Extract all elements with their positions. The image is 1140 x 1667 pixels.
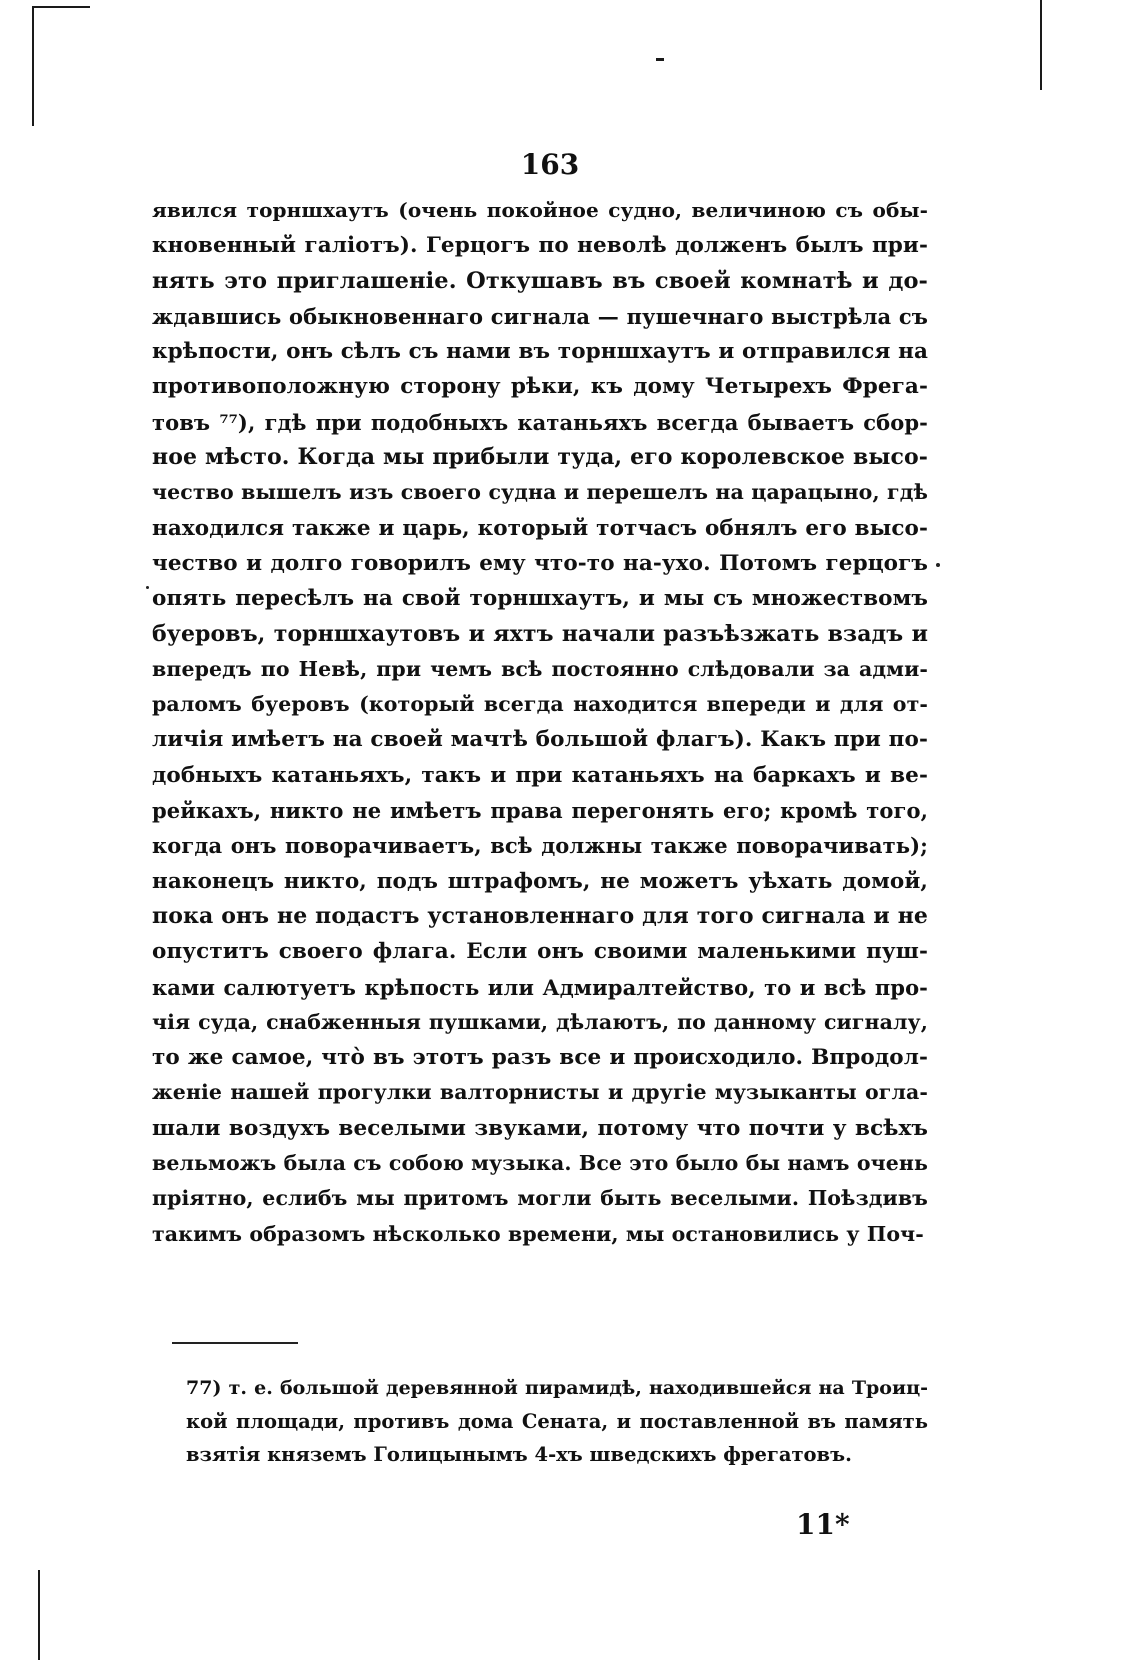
footnote-divider	[172, 1342, 298, 1344]
text-line: буеровъ, торншхаутовъ и яхтъ начали разъѣзжать взадъ и	[152, 620, 928, 647]
signature-mark: 11*	[796, 1508, 850, 1541]
scan-speck	[656, 58, 664, 61]
text-line: ное мѣсто. Когда мы прибыли туда, его королевское высо-	[152, 444, 928, 471]
text-line: раломъ буеровъ (который всегда находится впереди и для от-	[152, 692, 928, 717]
text-line: чія суда, снабженныя пушками, дѣлаютъ, по данному сигналу,	[152, 1009, 928, 1034]
text-line: нять это приглашеніе. Откушавъ въ своей комнатѣ и до-	[152, 267, 928, 294]
text-line: то же самое, чтò въ этотъ разъ все и происходило. Впродол-	[152, 1045, 928, 1071]
text-line: пока онъ не подастъ установленнаго для того сигнала и не	[152, 902, 928, 929]
body-text	[152, 193, 928, 1252]
text-line: находился также и царь, который тотчасъ обнялъ его высо-	[152, 515, 928, 541]
scan-border-left	[32, 6, 34, 126]
page-number: 163	[520, 148, 580, 181]
text-line: чество и долго говорилъ ему что-то на-ухо. Потомъ герцогъ	[152, 550, 928, 576]
scan-border-right	[1040, 0, 1042, 90]
text-line: добныхъ катаньяхъ, такъ и при катаньяхъ на баркахъ и ве-	[152, 762, 928, 788]
text-line: чество вышелъ изъ своего судна и перешелъ на царацыно, гдѣ	[152, 480, 928, 505]
text-line: впередъ по Невѣ, при чемъ всѣ постоянно слѣдовали за адми-	[152, 656, 928, 681]
footnote	[186, 1372, 928, 1471]
text-line: наконецъ никто, подъ штрафомъ, не можетъ уѣхать домой,	[152, 868, 928, 894]
scan-border-top	[32, 6, 90, 8]
text-line: ждавшись обыкновеннаго сигнала — пушечнаго выстрѣла съ	[152, 303, 928, 329]
scan-speck	[146, 586, 149, 589]
text-line: кновенный галіотъ). Герцогъ по неволѣ долженъ былъ при-	[152, 233, 928, 259]
text-line: противоположную сторону рѣки, къ дому Четырехъ Фрега-	[152, 374, 928, 400]
text-line: такимъ образомъ нѣсколько времени, мы остановились у Поч-	[152, 1221, 924, 1246]
text-line: ками салютуетъ крѣпость или Адмиралтейство, то и всѣ про-	[152, 974, 928, 1000]
text-line: когда онъ поворачиваетъ, всѣ должны также поворачивать);	[152, 833, 928, 859]
text-line: личія имѣетъ на своей мачтѣ большой флагъ). Какъ при по-	[152, 727, 928, 753]
text-line: опять пересѣлъ на свой торншхаутъ, и мы съ множествомъ	[152, 586, 928, 612]
text-line: пріятно, еслибъ мы притомъ могли быть веселыми. Поѣздивъ	[152, 1186, 928, 1211]
text-line: товъ ⁷⁷), гдѣ при подобныхъ катаньяхъ всегда бываетъ сбор-	[152, 409, 928, 435]
text-line: вельможъ была съ собою музыка. Все это было бы намъ очень	[152, 1151, 928, 1176]
text-line: опуститъ своего флага. Если онъ своими маленькими пуш-	[152, 939, 928, 965]
text-line: рейкахъ, никто не имѣетъ права перегонять его; кромѣ того,	[152, 798, 928, 824]
scan-border-left-bottom	[38, 1570, 40, 1660]
footnote-line: кой площади, противъ дома Сената, и поставленной въ память	[186, 1410, 928, 1433]
text-line: крѣпости, онъ сѣлъ съ нами въ торншхаутъ и отправился на	[152, 339, 928, 365]
text-line: женіе нашей прогулки валторнисты и другіе музыканты огла-	[152, 1080, 928, 1105]
footnote-line: 77) т. е. большой деревянной пирамидѣ, находившейся на Троиц-	[186, 1377, 928, 1399]
scan-speck	[936, 563, 940, 567]
text-line: шали воздухъ веселыми звуками, потому что почти у всѣхъ	[152, 1115, 928, 1141]
text-line: явился торншхаутъ (очень покойное судно, величиною съ обы-	[152, 198, 928, 222]
footnote-line: взятія княземъ Голицынымъ 4-хъ шведскихъ фрегатовъ.	[186, 1443, 852, 1466]
